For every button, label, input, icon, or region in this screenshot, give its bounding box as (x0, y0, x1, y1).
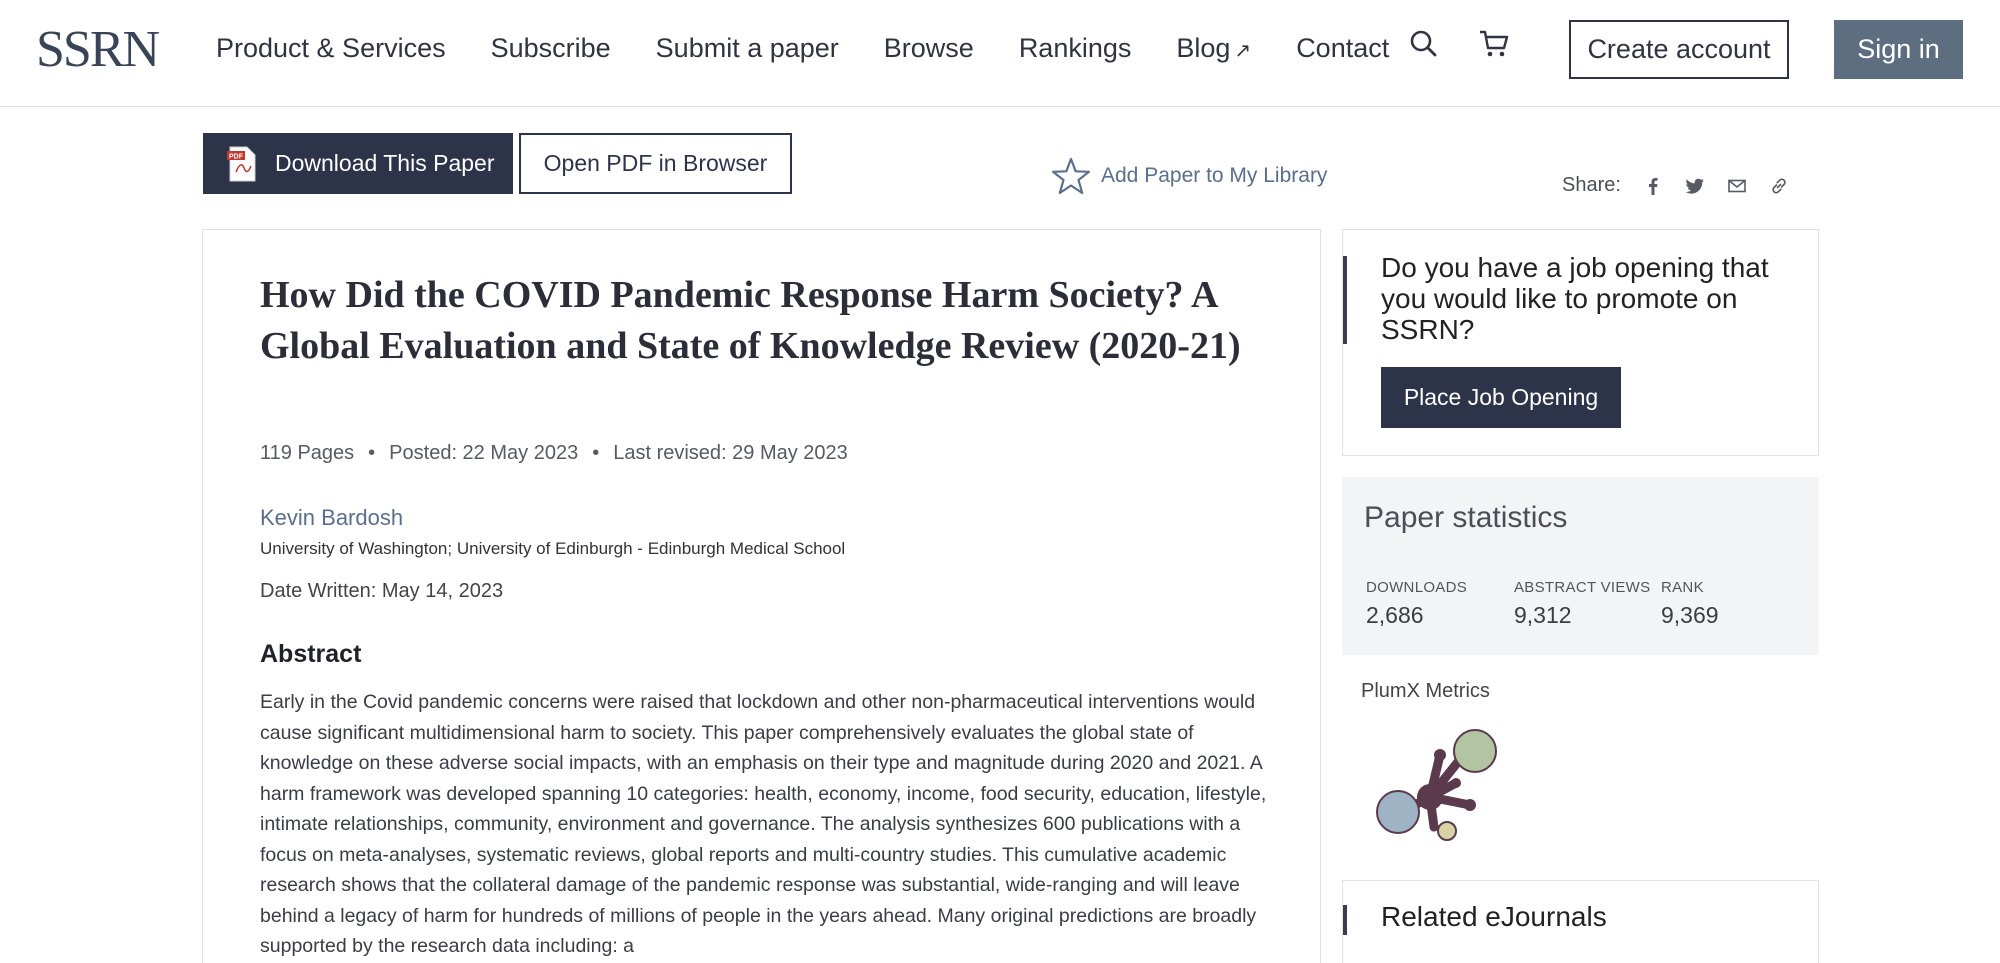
page-count: 119 Pages (260, 442, 355, 464)
stat-label: RANK (1661, 579, 1704, 596)
cart-icon[interactable] (1478, 28, 1510, 60)
author-link[interactable]: Kevin Bardosh (260, 505, 404, 530)
sign-in-button[interactable]: Sign in (1834, 20, 1963, 79)
date-written: Date Written: May 14, 2023 (260, 580, 504, 602)
svg-text:PDF: PDF (229, 153, 243, 160)
search-icon[interactable] (1408, 28, 1440, 60)
nav-browse[interactable]: Browse (883, 32, 974, 63)
revised-date: Last revised: 29 May 2023 (613, 442, 848, 464)
stat-rank (1661, 579, 1719, 629)
posted-date: Posted: 22 May 2023 (389, 442, 579, 464)
add-to-library-label: Add Paper to My Library (1101, 164, 1328, 187)
meta-separator: • (368, 442, 376, 464)
related-ejournals-heading: Related eJournals (1381, 901, 1607, 932)
ssrn-logo[interactable]: SSRN (36, 21, 159, 78)
abstract-heading: Abstract (260, 640, 362, 668)
nav-blog[interactable]: Blog ↗ (1176, 32, 1252, 63)
stat-abstract-views (1514, 579, 1650, 629)
stat-value: 9,312 (1514, 602, 1572, 628)
paper-statistics-card (1342, 477, 1819, 655)
facebook-icon[interactable] (1643, 176, 1663, 196)
share-label: Share: (1562, 174, 1621, 196)
add-to-library-link[interactable] (1051, 157, 1327, 195)
star-icon (1051, 157, 1091, 195)
paper-title: How Did the COVID Pandemic Response Harm Society? A Global Evaluation and State of Knowledge Review (2020-21) (260, 274, 1241, 367)
share-bar (1562, 174, 1789, 197)
paper-statistics-heading: Paper statistics (1364, 501, 1568, 534)
stat-downloads (1366, 579, 1467, 629)
external-link-icon: ↗ (1234, 39, 1252, 62)
place-job-opening-button[interactable]: Place Job Opening (1381, 367, 1621, 428)
top-navigation-bar (0, 0, 2000, 107)
stat-value: 9,369 (1661, 602, 1719, 628)
nav-rankings[interactable]: Rankings (1018, 32, 1132, 63)
download-paper-button[interactable] (203, 133, 513, 194)
stat-value: 2,686 (1366, 602, 1424, 628)
author-affiliation: University of Washington; University of Edinburgh - Edinburgh Medical School (260, 539, 846, 558)
download-label: Download This Paper (275, 150, 495, 176)
nav-product-services[interactable]: Product & Services (216, 32, 446, 63)
twitter-icon[interactable] (1685, 176, 1705, 196)
plumx-metrics-widget[interactable] (1370, 725, 1510, 845)
paper-details-card (202, 229, 1321, 963)
create-account-button[interactable]: Create account (1569, 20, 1789, 79)
nav-contact[interactable]: Contact (1296, 32, 1390, 63)
link-icon[interactable] (1769, 176, 1789, 196)
job-opening-question: Do you have a job opening that you would like to promote on SSRN? (1381, 252, 1769, 345)
nav-submit-paper[interactable]: Submit a paper (655, 32, 839, 63)
email-icon[interactable] (1727, 176, 1747, 196)
job-opening-card (1342, 229, 1819, 456)
related-ejournals-card (1342, 880, 1819, 963)
plumx-metrics-label: PlumX Metrics (1361, 680, 1490, 702)
abstract-text: Early in the Covid pandemic concerns were raised that lockdown and other non-pharmaceutical interventions would cause significant multidimensional harm to society. This paper comprehensively evaluates the global state of knowledge on these adverse social impacts, with an emphasis on their type and magnitude during 2020 and 2021. A harm framework was developed spanning 10 categories: health, economy, income, food security, education, lifestyle, intimate relationships, community, environment and governance. The analysis synthesizes 600 publications with a focus on meta-analyses, systematic reviews, global reports and multi-country studies. This cumulative academic research shows that the collateral damage of the pandemic response was substantial, wide-ranging and will leave behind a legacy of harm for hundreds of millions of people in the years ahead. Many original predictions are broadly supported by the research data including: a (260, 691, 1267, 957)
meta-separator: • (592, 442, 600, 464)
main-nav (216, 30, 1434, 66)
stat-label: ABSTRACT VIEWS (1514, 579, 1651, 596)
accent-bar (1343, 256, 1347, 344)
open-pdf-button[interactable]: Open PDF in Browser (519, 133, 792, 194)
stat-label: DOWNLOADS (1366, 579, 1468, 596)
accent-bar (1343, 905, 1347, 935)
pdf-icon (227, 146, 257, 182)
nav-subscribe[interactable]: Subscribe (490, 32, 611, 63)
paper-meta (260, 442, 848, 465)
